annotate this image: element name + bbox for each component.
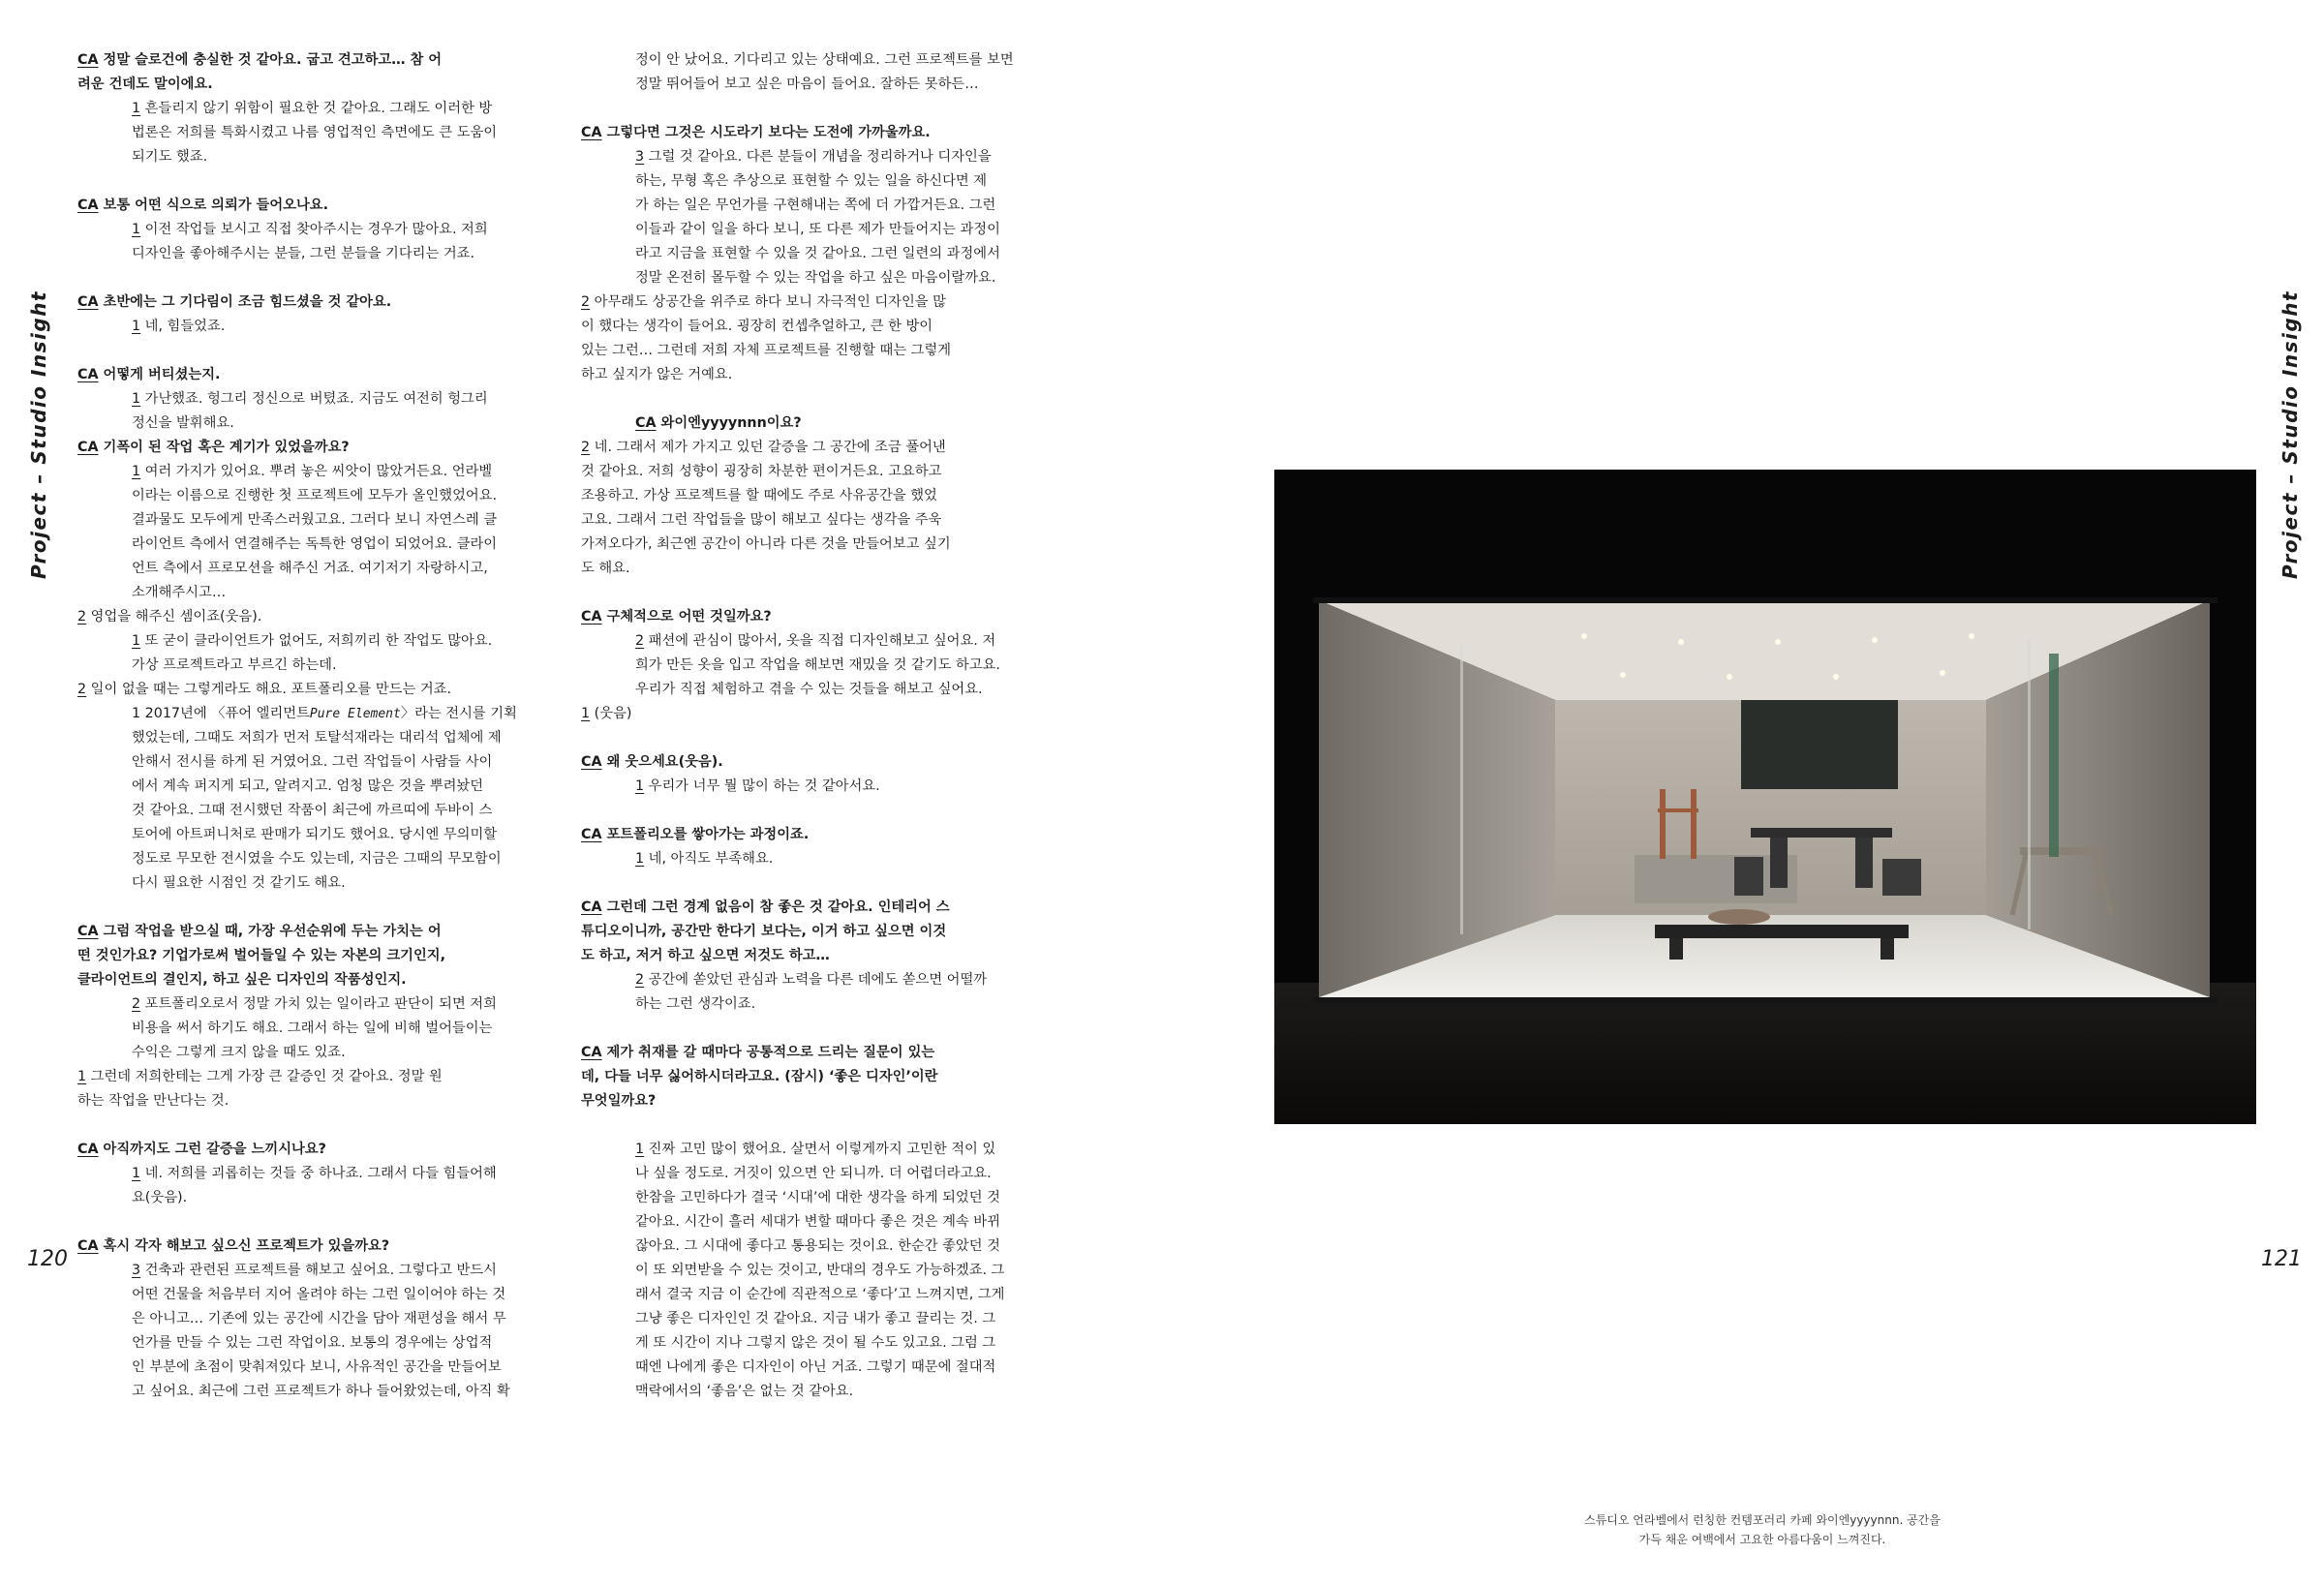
text-line: 에서 계속 퍼지게 되고, 알려지고. 엄청 많은 것을 뿌려놨던	[132, 778, 484, 794]
paragraph-gap	[77, 266, 581, 290]
text-line: 다시 필요한 시점인 것 같기도 해요.	[132, 875, 346, 891]
text-line: 이들과 같이 일을 하다 보니, 또 다른 제가 만들어지는 과정이	[635, 222, 1000, 237]
paragraph-gap	[581, 799, 1085, 823]
paragraph-gap	[581, 97, 1085, 121]
text-line: 언트 측에서 프로모션을 해주신 거죠. 여기저기 자랑하시고,	[132, 561, 488, 576]
speaker-number: 1	[132, 391, 141, 407]
text-line: 2 영업을 해주신 셈이죠(웃음).	[77, 609, 262, 625]
speaker-number: 2	[635, 633, 645, 649]
interview-answer	[581, 1138, 1085, 1404]
text-line: 이 또 외면받을 수 있는 것이고, 반대의 경우도 가능하겠죠. 그	[635, 1263, 1005, 1278]
caption-line: 가득 채운 여백에서 고요한 아름다움이 느껴진다.	[1638, 1533, 1886, 1546]
text-line: 하는, 무형 혹은 추상으로 표현할 수 있는 일을 하신다면 제	[635, 173, 988, 189]
paragraph-gap	[581, 387, 1085, 411]
text-line: CA 왜 웃으세요(웃음).	[581, 754, 723, 770]
text-line: CA 어떻게 버티셨는지.	[77, 367, 221, 382]
text-line: 1 또 굳이 클라이언트가 없어도, 저희끼리 한 작업도 많아요.	[132, 633, 493, 649]
text-line: 고요. 그래서 그런 작업들을 많이 해보고 싶다는 생각을 주욱	[581, 512, 942, 528]
text-line: CA 포트폴리오를 쌓아가는 과정이죠.	[581, 827, 810, 842]
text-line: 클라이언트의 결인지, 하고 싶은 디자인의 작품성인지.	[77, 972, 407, 988]
interview-question	[77, 436, 581, 460]
text-line: 1 우리가 너무 뭘 많이 하는 것 같아서요.	[635, 778, 880, 794]
interview-answer	[77, 1259, 581, 1404]
text-line: 게 또 시간이 지나 그렇지 않은 것이 될 수도 있고요. 그럼 그	[635, 1335, 996, 1351]
paragraph-gap	[581, 581, 1085, 605]
interview-question	[581, 1041, 1085, 1113]
speaker-label: CA	[635, 415, 657, 431]
text-line: 정도로 무모한 전시였을 수도 있는데, 지금은 그때의 무모함이	[132, 851, 502, 867]
text-line: 3 그럴 것 같아요. 다른 분들이 개념을 정리하거나 디자인을	[635, 149, 992, 165]
text-line: 이라는 이름으로 진행한 첫 프로젝트에 모두가 올인했었어요.	[132, 488, 498, 503]
paragraph-gap	[581, 1113, 1085, 1138]
interview-question	[77, 363, 581, 387]
text-line: 수익은 그렇게 크지 않을 때도 있죠.	[132, 1045, 346, 1060]
text-line: CA 와이엔yyyynnn이요?	[635, 415, 802, 431]
text-line: 라이언트 측에서 연결해주는 독특한 영업이 되었어요. 클라이	[132, 536, 498, 552]
text-line: 정말 뛰어들어 보고 싶은 마음이 들어요. 잘하든 못하든…	[635, 76, 979, 92]
speaker-number: 2	[77, 609, 87, 625]
text-line: 무엇일까요?	[581, 1093, 657, 1109]
paragraph-gap	[581, 726, 1085, 750]
speaker-label: CA	[77, 440, 99, 455]
text-line: 1 2017년에 〈퓨어 엘리먼트Pure Element〉라는 전시를 기획	[132, 706, 517, 721]
speaker-number: 1	[132, 222, 141, 237]
speaker-label: CA	[77, 198, 99, 213]
text-line: 나 싶을 정도로. 거짓이 있으면 안 되니까. 더 어렵더라고요.	[635, 1166, 992, 1181]
speaker-label: CA	[77, 1142, 99, 1157]
text-column-middle	[581, 48, 1085, 1404]
speaker-number: 3	[132, 1263, 141, 1278]
paragraph-gap	[77, 339, 581, 363]
text-line: 희가 만든 옷을 입고 작업을 해보면 재밌을 것 같기도 하고요.	[635, 657, 1000, 673]
text-line: 2 네. 그래서 제가 가지고 있던 갈증을 그 공간에 조금 풀어낸	[581, 440, 946, 455]
text-line: 것 같아요. 그때 전시했던 작품이 최근에 까르띠에 두바이 스	[132, 803, 493, 818]
text-line: 1 그런데 저희한테는 그게 가장 큰 갈증인 것 같아요. 정말 원	[77, 1069, 443, 1084]
text-line: 가상 프로젝트라고 부르긴 하는데.	[132, 657, 337, 673]
text-line: 가져오다가, 최근엔 공간이 아니라 다른 것을 만들어보고 싶기	[581, 536, 951, 552]
caption-line: 스튜디오 언라벨에서 런칭한 컨템포러리 카페 와이엔yyyynnn. 공간을	[1584, 1513, 1941, 1527]
text-line: CA 초반에는 그 기다림이 조금 힘드셨을 것 같아요.	[77, 294, 392, 310]
text-line: 1 여러 가지가 있어요. 뿌려 놓은 씨앗이 많았거든요. 언라벨	[132, 464, 493, 479]
text-line: CA 그럼 작업을 받으실 때, 가장 우선순위에 두는 가치는 어	[77, 924, 442, 939]
speaker-label: CA	[581, 609, 602, 625]
paragraph-gap	[77, 1210, 581, 1234]
text-line: CA 보통 어떤 식으로 의뢰가 들어오나요.	[77, 198, 329, 213]
speaker-number: 1	[132, 1166, 141, 1181]
text-line: 토어에 아트퍼니처로 판매가 되기도 했어요. 당시엔 무의미할	[132, 827, 498, 842]
interview-answer	[77, 315, 581, 339]
text-line: 잖아요. 그 시대에 좋다고 통용되는 것이요. 한순간 좋았던 것	[635, 1238, 1000, 1254]
text-line: 하는 작업을 만난다는 것.	[77, 1093, 229, 1109]
speaker-number: 1	[635, 851, 645, 867]
text-line: CA 그런데 그런 경계 없음이 참 좋은 것 같아요. 인테리어 스	[581, 899, 950, 915]
paragraph-gap	[581, 1017, 1085, 1041]
interview-answer	[77, 702, 581, 896]
interview-question	[77, 920, 581, 992]
speaker-number: 3	[635, 149, 645, 165]
speaker-label: CA	[581, 754, 602, 770]
interview-question	[77, 194, 581, 218]
running-head-left: Project – Studio Insight	[27, 290, 50, 580]
paragraph-gap	[77, 169, 581, 194]
speaker-number: 1	[132, 319, 141, 334]
interview-question	[581, 896, 1085, 968]
text-line: CA 혹시 각자 해보고 싶으신 프로젝트가 있을까요?	[77, 1238, 390, 1254]
speaker-label: CA	[77, 294, 99, 310]
text-line: 라고 지금을 표현할 수 있을 것 같아요. 그런 일련의 과정에서	[635, 246, 1000, 261]
speaker-label: CA	[581, 1045, 602, 1060]
text-line: 하는 그런 생각이죠.	[635, 996, 756, 1012]
speaker-number: 1	[132, 464, 141, 479]
speaker-number: 2	[77, 682, 87, 697]
interview-question	[77, 290, 581, 315]
speaker-label: CA	[77, 52, 99, 68]
interview-answer	[581, 145, 1085, 290]
text-line: 있는 그런… 그런데 저희 자체 프로젝트를 진행할 때는 그렇게	[581, 343, 952, 358]
text-line: 안해서 전시를 하게 된 거였어요. 그런 작업들이 사람들 사이	[132, 754, 493, 770]
text-line: 했었는데, 그때도 저희가 먼저 토탈석재라는 대리석 업체에 제	[132, 730, 502, 746]
page-number-right: 121	[2261, 1247, 2302, 1271]
text-line: 그냥 좋은 디자인인 것 같아요. 지금 내가 좋고 끌리는 것. 그	[635, 1311, 996, 1326]
text-line: 1 이전 작업들 보시고 직접 찾아주시는 경우가 많아요. 저희	[132, 222, 488, 237]
speaker-number: 2	[581, 440, 591, 455]
paragraph-gap	[581, 871, 1085, 896]
text-line: CA 구체적으로 어떤 것일까요?	[581, 609, 772, 625]
interview-answer	[77, 605, 581, 629]
text-line: 2 패션에 관심이 많아서, 옷을 직접 디자인해보고 싶어요. 저	[635, 633, 996, 649]
text-line: 1 네, 아직도 부족해요.	[635, 851, 774, 867]
cafe-interior-photo	[1274, 470, 2256, 1124]
text-line: 고 싶어요. 최근에 그런 프로젝트가 하나 들어왔었는데, 아직 확	[132, 1384, 510, 1399]
text-line: 정이 안 났어요. 기다리고 있는 상태예요. 그런 프로젝트를 보면	[635, 52, 1014, 68]
speaker-number: 1	[581, 706, 591, 721]
text-line: 튜디오이니까, 공간만 한다기 보다는, 이거 하고 싶으면 이것	[581, 924, 947, 939]
interview-question	[581, 121, 1085, 145]
speaker-number: 2	[635, 972, 645, 988]
text-line: CA 기폭이 된 작업 혹은 계기가 있었을까요?	[77, 440, 350, 455]
text-line: 요(웃음).	[132, 1190, 188, 1205]
text-line: 1 흔들리지 않기 위함이 필요한 것 같아요. 그래도 이러한 방	[132, 101, 493, 116]
interview-question	[581, 750, 1085, 775]
interview-question	[581, 411, 1085, 436]
speaker-label: CA	[581, 827, 602, 842]
interview-answer	[77, 629, 581, 678]
interview-question	[77, 1138, 581, 1162]
text-line: 1 진짜 고민 많이 했어요. 살면서 이렇게까지 고민한 적이 있	[635, 1142, 996, 1157]
interview-answer	[581, 847, 1085, 871]
interview-answer	[77, 1162, 581, 1210]
text-line: CA 정말 슬로건에 충실한 것 같아요. 굽고 견고하고… 참 어	[77, 52, 443, 68]
text-line: 도 해요.	[581, 561, 630, 576]
text-line: 1 (웃음)	[581, 706, 632, 721]
speaker-label: CA	[77, 367, 99, 382]
text-line: 데, 다들 너무 싫어하시더라고요. (잠시) ‘좋은 디자인’이란	[581, 1069, 938, 1084]
text-line: 2 일이 없을 때는 그렇게라도 해요. 포트폴리오를 만드는 거죠.	[77, 682, 452, 697]
speaker-label: CA	[581, 899, 602, 915]
speaker-number: 1	[132, 633, 141, 649]
text-line: 가 하는 일은 무언가를 구현해내는 쪽에 더 가깝거든요. 그런	[635, 198, 996, 213]
text-line: 1 네, 힘들었죠.	[132, 319, 226, 334]
speaker-label: CA	[581, 125, 602, 140]
interview-answer	[581, 48, 1085, 97]
speaker-number: 2	[581, 294, 591, 310]
interview-question	[77, 48, 581, 97]
text-line: CA 그렇다면 그것은 시도라기 보다는 도전에 가까울까요.	[581, 125, 931, 140]
interview-answer	[581, 436, 1085, 581]
photo-caption	[1511, 1510, 2014, 1549]
text-line: 인 부분에 초점이 맞춰져있다 보니, 사유적인 공간을 만들어보	[132, 1359, 502, 1375]
text-line: 1 네. 저희를 괴롭히는 것들 중 하나죠. 그래서 다들 힘들어해	[132, 1166, 497, 1181]
interview-answer	[77, 218, 581, 266]
speaker-number: 1	[635, 1142, 645, 1157]
text-line: 디자인을 좋아해주시는 분들, 그런 분들을 기다리는 거죠.	[132, 246, 475, 261]
running-head-right: Project – Studio Insight	[2278, 290, 2302, 580]
text-line: 2 포트폴리오로서 정말 가치 있는 일이라고 판단이 되면 저희	[132, 996, 497, 1012]
text-line: 것 같아요. 저희 성향이 굉장히 차분한 편이거든요. 고요하고	[581, 464, 942, 479]
text-line: 래서 결국 지금 이 순간에 직관적으로 ‘좋다’고 느껴지면, 그게	[635, 1287, 1005, 1302]
text-line: 언가를 만들 수 있는 그런 작업이요. 보통의 경우에는 상업적	[132, 1335, 493, 1351]
interview-answer	[77, 460, 581, 605]
text-line: 려운 건데도 말이에요.	[77, 76, 213, 92]
text-line: 2 아무래도 상공간을 위주로 하다 보니 자극적인 디자인을 많	[581, 294, 946, 310]
interview-answer	[77, 1065, 581, 1113]
text-line: 떤 것인가요? 기업가로써 벌어들일 수 있는 자본의 크기인지,	[77, 948, 446, 963]
text-line: 같아요. 시간이 흘러 세대가 변할 때마다 좋은 것은 계속 바뀌	[635, 1214, 1000, 1230]
interview-answer	[581, 968, 1085, 1017]
text-line: 2 공간에 쏟았던 관심과 노력을 다른 데에도 쏟으면 어떨까	[635, 972, 988, 988]
paragraph-gap	[77, 896, 581, 920]
page-number-left: 120	[27, 1247, 68, 1271]
text-line: 조용하고. 가상 프로젝트를 할 때에도 주로 사유공간을 했었	[581, 488, 937, 503]
text-line: 비용을 써서 하기도 해요. 그래서 하는 일에 비해 벌어들이는	[132, 1021, 493, 1036]
text-line: CA 제가 취재를 갈 때마다 공통적으로 드리는 질문이 있는	[581, 1045, 935, 1060]
text-line: 소개해주시고…	[132, 585, 227, 600]
interview-question	[581, 823, 1085, 847]
interview-answer	[77, 992, 581, 1065]
interview-answer	[77, 97, 581, 169]
text-line: 때엔 나에게 좋은 디자인이 아닌 거죠. 그렇기 때문에 절대적	[635, 1359, 996, 1375]
interview-answer	[581, 702, 1085, 726]
interview-answer	[581, 629, 1085, 702]
text-line: 되기도 했죠.	[132, 149, 208, 165]
speaker-label: CA	[77, 1238, 99, 1254]
text-line: 어떤 건물을 처음부터 지어 올려야 하는 그런 일이어야 하는 것	[132, 1287, 506, 1302]
text-line: 3 건축과 관련된 프로젝트를 해보고 싶어요. 그렇다고 반드시	[132, 1263, 497, 1278]
speaker-label: CA	[77, 924, 99, 939]
text-line: 정신을 발휘해요.	[132, 415, 234, 431]
interview-answer	[77, 387, 581, 436]
text-line: 한참을 고민하다가 결국 ‘시대’에 대한 생각을 하게 되었던 것	[635, 1190, 1000, 1205]
paragraph-gap	[77, 1113, 581, 1138]
text-line: 1 가난했죠. 헝그리 정신으로 버텼죠. 지금도 여전히 헝그리	[132, 391, 488, 407]
speaker-number: 1	[132, 101, 141, 116]
interview-question	[77, 1234, 581, 1259]
speaker-number: 1	[77, 1069, 87, 1084]
text-line: 결과물도 모두에게 만족스러웠고요. 그러다 보니 자연스레 클	[132, 512, 498, 528]
interview-answer	[581, 290, 1085, 387]
text-line: 도 하고, 저거 하고 싶으면 저것도 하고…	[581, 948, 830, 963]
speaker-number: 1	[635, 778, 645, 794]
text-line: 우리가 직접 체험하고 겪을 수 있는 것들을 해보고 싶어요.	[635, 682, 983, 697]
interview-answer	[77, 678, 581, 702]
photo-illustration	[1274, 470, 2256, 1124]
interview-question	[581, 605, 1085, 629]
text-line: 은 아니고… 기존에 있는 공간에 시간을 담아 재편성을 해서 무	[132, 1311, 506, 1326]
text-line: 정말 온전히 몰두할 수 있는 작업을 하고 싶은 마음이랄까요.	[635, 270, 996, 286]
text-line: 법론은 저희를 특화시켰고 나름 영업적인 측면에도 큰 도움이	[132, 125, 498, 140]
italic-title: Pure Element	[309, 707, 401, 721]
text-line: CA 아직까지도 그런 갈증을 느끼시나요?	[77, 1142, 326, 1157]
interview-answer	[581, 775, 1085, 799]
text-column-left	[77, 48, 581, 1404]
text-line: 하고 싶지가 않은 거예요.	[581, 367, 733, 382]
speaker-number: 2	[132, 996, 141, 1012]
text-line: 이 했다는 생각이 들어요. 굉장히 컨셉추얼하고, 큰 한 방이	[581, 319, 933, 334]
text-line: 맥락에서의 ‘좋음’은 없는 것 같아요.	[635, 1384, 854, 1399]
